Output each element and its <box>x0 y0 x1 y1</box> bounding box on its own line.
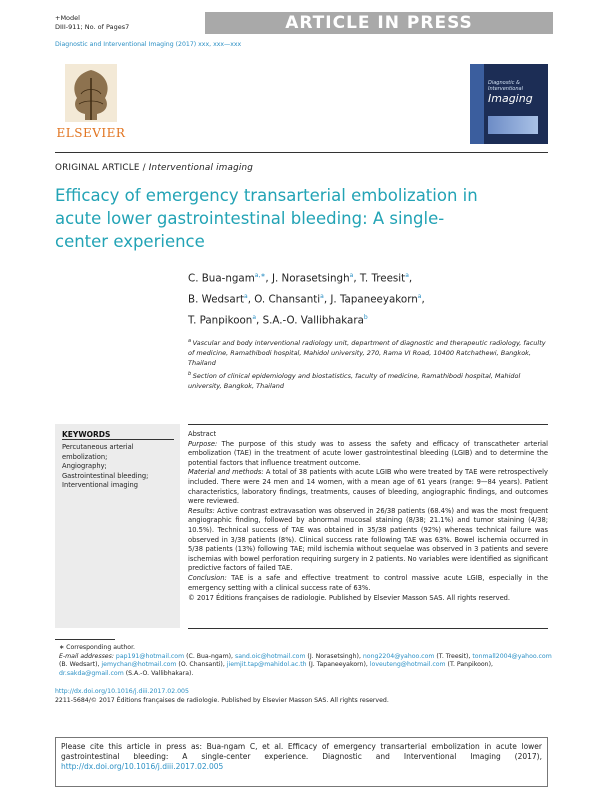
citation-text: Please cite this article in press as: Bua-ngam C, et al. Efficacy of emergency transarterial embolization in acute lower gastrointestinal bleeding: A single-center experience. Diagnostic and Interventional Imaging (2017), <box>61 742 542 761</box>
cover-band <box>470 64 484 144</box>
affiliation <box>188 336 553 368</box>
article-type-main: ORIGINAL ARTICLE / <box>55 163 146 173</box>
author-name: S.A.-O. Vallibhakara <box>262 314 364 327</box>
footnote-rule <box>55 639 115 640</box>
author-separator: , <box>265 272 272 285</box>
conclusion-label: Conclusion: <box>188 573 227 582</box>
abstract-copyright: © 2017 Éditions françaises de radiologie. Published by Elsevier Masson SAS. All rights reserved. <box>188 594 511 603</box>
email-owner: (S.A.-O. Vallibhakara). <box>123 669 194 677</box>
author-affiliation-mark[interactable]: a,∗ <box>254 272 266 279</box>
abstract-results: Results: Active contrast extravasation was observed in 26/38 patients (68.4%) and was the most frequent angiographic finding, followed by abnormal mucosal staining (8/38; 21.1%) and tumor staining (4/38; 10.5%). Technical success of TAE was obtained in 35/38 patients (92%) whereas technical failure was observed in 3/38 patients (8%). Clinical success rate following TAE was 63%. Bowel ischemia occurred in 5/38 patients (13%) following TAE; mild ischemia without sequelae was observed in 3 patients and severe ischemias with bowel perforation requiring surgery in 2 patients. No variables were identified as significant predictive factors of failed TAE. <box>188 506 548 573</box>
author-affiliation-mark[interactable]: b <box>363 313 368 321</box>
author-separator: , <box>408 272 413 285</box>
results-label: Results: <box>188 506 215 515</box>
ref-line: DIII-911; No. of Pages7 <box>55 23 130 31</box>
affiliation-text: Section of clinical epidemiology and biostatistics, faculty of medicine, Ramathibodi hospital, Mahidol university, Bangkok, Thailand <box>188 372 521 391</box>
elsevier-wordmark: ELSEVIER <box>56 126 126 140</box>
email-owner: (O. Chansanti), <box>176 661 227 669</box>
author-affiliation-mark[interactable]: a <box>244 292 248 300</box>
email-link[interactable]: sand.oic@hotmail.com <box>234 653 306 660</box>
citation-doi-link[interactable]: http://dx.doi.org/10.1016/j.diii.2017.02.005 <box>61 762 224 771</box>
author-name: J. Tapaneeyakorn <box>330 293 418 306</box>
author-name: J. Norasetsingh <box>271 272 350 285</box>
keywords-rule <box>62 439 174 440</box>
abstract-methods: Material and methods: A total of 38 patients with acute LGIB who were treated by TAE were retrospectively included. There were 24 men and 14 women, with a mean age of 61 years (range: 9—84 years). Patient characteristics, laboratory findings, treatments, causes of bleeding, angiographic findings, and outcomes were reviewed. <box>188 468 548 506</box>
keyword-item: Interventional imaging <box>62 481 138 489</box>
email-addresses <box>59 653 554 678</box>
author-name: B. Wedsart <box>188 293 245 306</box>
abstract-top-rule <box>188 424 548 425</box>
abstract <box>188 430 548 604</box>
email-link[interactable]: pap191@hotmail.com <box>115 653 185 660</box>
author-separator: , <box>323 293 331 306</box>
affiliation-mark: a <box>188 338 193 344</box>
author-affiliation-mark[interactable]: a <box>349 272 354 279</box>
author-name: O. Chansanti <box>254 293 321 306</box>
issn-copyright: 2211-5684/© 2017 Éditions françaises de radiologie. Published by Elsevier Masson SAS. All rights reserved. <box>55 697 389 704</box>
header-divider <box>55 152 548 153</box>
cover-big-title: Imaging <box>488 92 533 105</box>
email-owner: (T. Treesit), <box>434 653 473 660</box>
email-link[interactable]: loveuteng@hotmail.com <box>369 661 446 669</box>
author-separator: , <box>353 272 360 285</box>
keyword-item: Percutaneous arterial embolization; <box>62 443 134 461</box>
author-affiliation-mark[interactable]: a <box>405 272 409 279</box>
abstract-purpose: Purpose: The purpose of this study was to assess the safety and efficacy of transcatheter arterial embolization (TAE) in the treatment of acute lower gastrointestinal bleeding (LGIB) and to determine the potential factors that influence treatment outcome. <box>188 439 548 467</box>
keyword-item: Gastrointestinal bleeding; <box>62 471 149 480</box>
abstract-bottom-rule <box>188 628 548 629</box>
author-affiliation-mark[interactable]: a <box>252 313 257 321</box>
doi-link[interactable]: http://dx.doi.org/10.1016/j.diii.2017.02.005 <box>55 688 189 695</box>
email-owner: (C. Bua-ngam), <box>184 653 235 660</box>
article-type-sub: Interventional imaging <box>148 163 254 173</box>
keyword-item: Angiography; <box>62 462 107 470</box>
abstract-conclusion: Conclusion: TAE is a safe and effective treatment to control massive acute LGIB, especially in the emergency setting with a clinical success rate of 63%. <box>188 573 548 592</box>
email-owner: (T. Panpikoon), <box>445 661 493 669</box>
affiliation-mark: b <box>188 371 193 378</box>
email-link[interactable]: jiemjit.tap@mahidol.ac.th <box>226 661 307 669</box>
journal-citation-line[interactable]: Diagnostic and Interventional Imaging (2017) xxx, xxx—xxx <box>55 41 242 48</box>
cover-small-title: Diagnostic & Interventional <box>488 80 523 92</box>
email-owner: (B. Wedsart), <box>59 661 102 669</box>
keywords-heading: KEYWORDS <box>62 430 111 439</box>
article-type <box>55 163 253 173</box>
cover-stripe <box>488 116 538 134</box>
email-link[interactable]: jemychan@hotmail.com <box>101 661 177 669</box>
corresponding-author-note: ∗ Corresponding author. <box>59 644 136 651</box>
affiliations <box>188 336 553 391</box>
email-link[interactable]: tonmall2004@yahoo.com <box>472 653 552 660</box>
model-label: +Model <box>55 14 80 22</box>
affiliation-text: Vascular and body interventional radiology unit, department of diagnostic and therapeutic radiology, faculty of medicine, Ramathibodi hospital, Mahidol university, 270, Rama VI Road, 10400 Ratchathewi, Bangkok, Thailand <box>188 339 546 368</box>
abstract-heading: Abstract <box>188 430 217 438</box>
email-owner: (J. Tapaneeyakorn), <box>306 661 370 669</box>
journal-cover-image <box>470 64 548 144</box>
author-separator: , <box>247 293 255 306</box>
header-refs <box>55 14 129 32</box>
email-label: E-mail addresses: <box>59 653 116 660</box>
author-separator: , <box>421 293 425 306</box>
author-affiliation-mark[interactable]: a <box>417 292 422 300</box>
author-affiliation-mark[interactable]: a <box>320 292 324 300</box>
affiliation <box>188 369 553 391</box>
email-link[interactable]: nong2204@yahoo.com <box>362 653 435 660</box>
author-name: C. Bua-ngam <box>188 272 255 285</box>
methods-label: Material and methods: <box>188 468 264 477</box>
citation-box <box>55 737 548 787</box>
author-name: T. Treesit <box>359 272 406 285</box>
keywords-list <box>62 443 174 491</box>
elsevier-logo <box>55 64 127 144</box>
email-owner: (J. Norasetsingh), <box>305 653 363 660</box>
article-title: Efficacy of emergency transarterial embolization in acute lower gastrointestinal bleeding: A single-center experience <box>55 186 478 251</box>
author-name: T. Panpikoon <box>188 314 253 327</box>
email-link[interactable]: dr.sakda@gmail.com <box>59 669 124 677</box>
purpose-label: Purpose: <box>188 439 218 448</box>
article-in-press-banner: ARTICLE IN PRESS <box>205 12 553 34</box>
author-list <box>188 267 558 330</box>
author-separator: , <box>256 314 263 327</box>
